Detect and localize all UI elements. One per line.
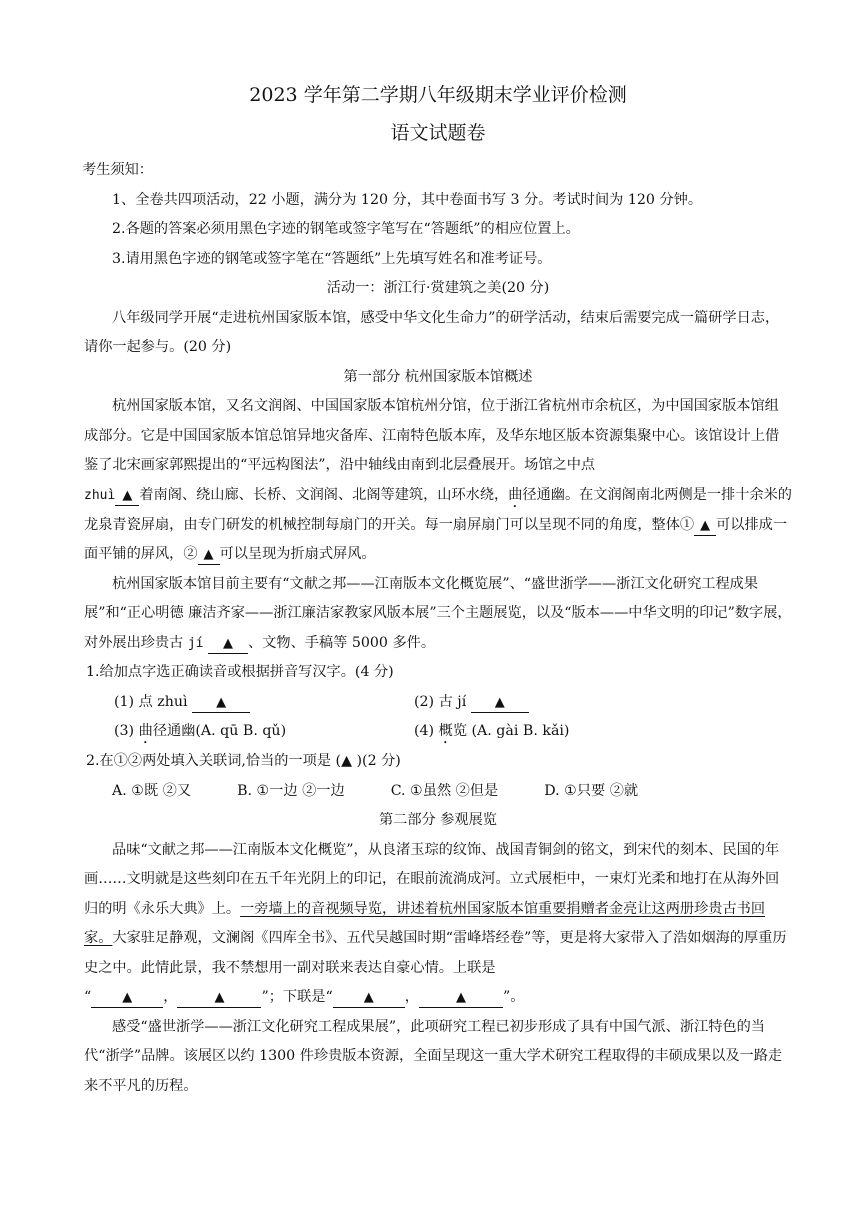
notice-item: 2.各题的答案必须用黑色字迹的钢笔或签字笔写在“答题纸”的相应位置上。 bbox=[112, 221, 580, 237]
punctuation: ， bbox=[404, 989, 419, 1005]
paragraph-text: 杭州国家版本馆目前主要有“文献之邦——江南版本文化概览展”、“盛世浙学——浙江文化研究工程成果展”和“正心明德 廉洁齐家——浙江廉洁家教家风版本展”三个主题展览，以及“版本——中华文明的印记”数字展，对外展出珍贵古 bbox=[84, 575, 792, 651]
exam-title: 2023 学年第二学期八年级期末学业评价检测 bbox=[249, 84, 627, 106]
notice-item: 1、全卷共四项活动，22 小题，满分为 120 分，其中卷面书写 3 分。考试时间为 120 分钟。 bbox=[112, 191, 703, 208]
choice-c: C. ①虽然 ②但是 bbox=[390, 782, 499, 799]
paragraph-text: 着南阁、绕山廊、长桥、文润阁、北阁等建筑，山环水绕， bbox=[139, 486, 509, 503]
paragraph bbox=[84, 392, 792, 570]
option-label: (1) 点 zhuì bbox=[114, 693, 188, 710]
answer-blank: ▲ bbox=[115, 487, 139, 506]
section-heading: 第二部分 参观展览 bbox=[378, 812, 497, 828]
option-cell bbox=[114, 717, 414, 747]
question-1-options bbox=[84, 717, 792, 747]
option-cell bbox=[414, 717, 714, 747]
answer-blank: ▲ bbox=[471, 694, 529, 713]
couplet-blank: ▲ bbox=[91, 989, 163, 1008]
option-label: (2) 古 jí bbox=[414, 693, 467, 710]
notice-item: 3.请用黑色字迹的钢笔或签字笔在“答题纸”上先填写姓名和准考证号。 bbox=[112, 250, 552, 267]
question-2-choices bbox=[84, 777, 792, 807]
section-heading: 第一部分 杭州国家版本馆概述 bbox=[343, 368, 533, 385]
couplet-blank: ▲ bbox=[333, 989, 405, 1008]
pinyin-text: zhuì bbox=[84, 487, 116, 503]
paragraph bbox=[84, 836, 792, 1013]
choice-b: B. ①一边 ②一边 bbox=[237, 782, 345, 799]
paragraph-text: 杭州国家版本馆，又名文润阁、中国国家版本馆杭州分馆，位于浙江省杭州市余杭区，为中国国家版本馆组成部分。它是中国国家版本馆总馆异地灾备库、江南特色版本库，及华东地区版本资源集聚中心。该馆设计上借鉴了北宋画家郭熙提出的“平远构图法”，沿中轴线由南到北层叠展开。场馆之中点 bbox=[84, 398, 780, 473]
choice-a: A. ①既 ②又 bbox=[112, 782, 192, 799]
question-2-stem: 2.在①②两处填入关联词,恰当的一项是 (▲ )(2 分) bbox=[86, 753, 401, 769]
notice-heading: 考生须知： bbox=[82, 162, 153, 178]
option-cell bbox=[114, 688, 414, 718]
paragraph-text: 大家驻足静观，文澜阁《四库全书》、五代吴越国时期“雷峰塔经卷”等，更是将大家带入了浩如烟海的厚重历史之中。此情此景，我不禁想用一副对联来表达自豪心情。上联是 bbox=[84, 930, 787, 976]
answer-blank: ▲ bbox=[208, 635, 248, 654]
exam-subtitle: 语文试题卷 bbox=[390, 122, 486, 144]
option-label: 览 (A. gài B. kǎi) bbox=[452, 723, 570, 739]
dotted-character: 概 bbox=[438, 723, 453, 739]
punctuation: ”。 bbox=[502, 989, 525, 1005]
paragraph-text: 径通幽。在文润阁南北两侧是一排十余米的龙泉青瓷屏扇，由专门研发的机械控制每扇门的开关。每一扇屏扇门可以呈现不同的角度，整体① bbox=[84, 486, 792, 533]
paragraph-text: 、文物、手稿等 5000 多件。 bbox=[248, 634, 436, 651]
choice-d: D. ①只要 ②就 bbox=[544, 782, 639, 799]
paragraph bbox=[84, 570, 792, 659]
option-label: 径通幽(A. qū B. qǔ) bbox=[152, 723, 287, 739]
quote-mark: “ bbox=[84, 989, 92, 1005]
punctuation: ， bbox=[163, 989, 178, 1005]
option-cell bbox=[414, 688, 714, 718]
answer-blank: ▲ bbox=[198, 546, 220, 565]
paragraph-text: 可以呈现为折扇式屏风。 bbox=[219, 546, 376, 562]
punctuation: ”；下联是“ bbox=[261, 989, 333, 1005]
answer-blank: ▲ bbox=[694, 517, 716, 536]
question-1-options bbox=[84, 688, 792, 718]
paragraph: 感受“盛世浙学——浙江文化研究工程成果展”，此项研究工程已初步形成了具有中国气派、浙江特色的当代“浙学”品牌。该展区以约 1300 件珍贵版本资源，全面呈现这一重大学术研究工程取得的丰硕成果以及一路走来不平凡的历程。 bbox=[84, 1018, 783, 1094]
answer-blank: ▲ bbox=[192, 694, 250, 713]
option-label: (4) bbox=[414, 723, 439, 739]
dotted-character: 曲 bbox=[138, 723, 153, 739]
option-label: (3) bbox=[114, 723, 139, 739]
paragraph-text: 品味“文献之邦——江南版本文化概览”，从良渚玉琮的纹饰、战国青铜剑的铭文，到宋代的刻本、民国的年画……文明就是这些刻印在五千年光阴上的印记，在眼前流淌成河。立式展柜中，一束灯光柔和地打在从海外回归的明《永乐大典》上。 bbox=[84, 841, 780, 917]
question-1-stem: 1.给加点字选正确读音或根据拼音写汉字。(4 分) bbox=[86, 664, 394, 680]
couplet-blank: ▲ bbox=[419, 989, 503, 1008]
activity-intro: 八年级同学开展“走进杭州国家版本馆，感受中华文化生命力”的研学活动，结束后需要完成一篇研学日志，请你一起参与。(20 分) bbox=[84, 309, 780, 355]
couplet-blank: ▲ bbox=[177, 989, 261, 1008]
underlined-sentence: 一旁墙上的音视频导览，讲述着杭州国家版本馆重要捐赠者金亮让这两册珍贵古书回家。 bbox=[84, 900, 766, 946]
paragraph-text: 可以排成一面平铺的屏风，② bbox=[84, 516, 788, 562]
dotted-character: 曲 bbox=[508, 486, 523, 503]
activity-heading: 活动一：浙江行·赏建筑之美(20 分) bbox=[326, 280, 550, 296]
pinyin-text: jí bbox=[187, 635, 204, 651]
